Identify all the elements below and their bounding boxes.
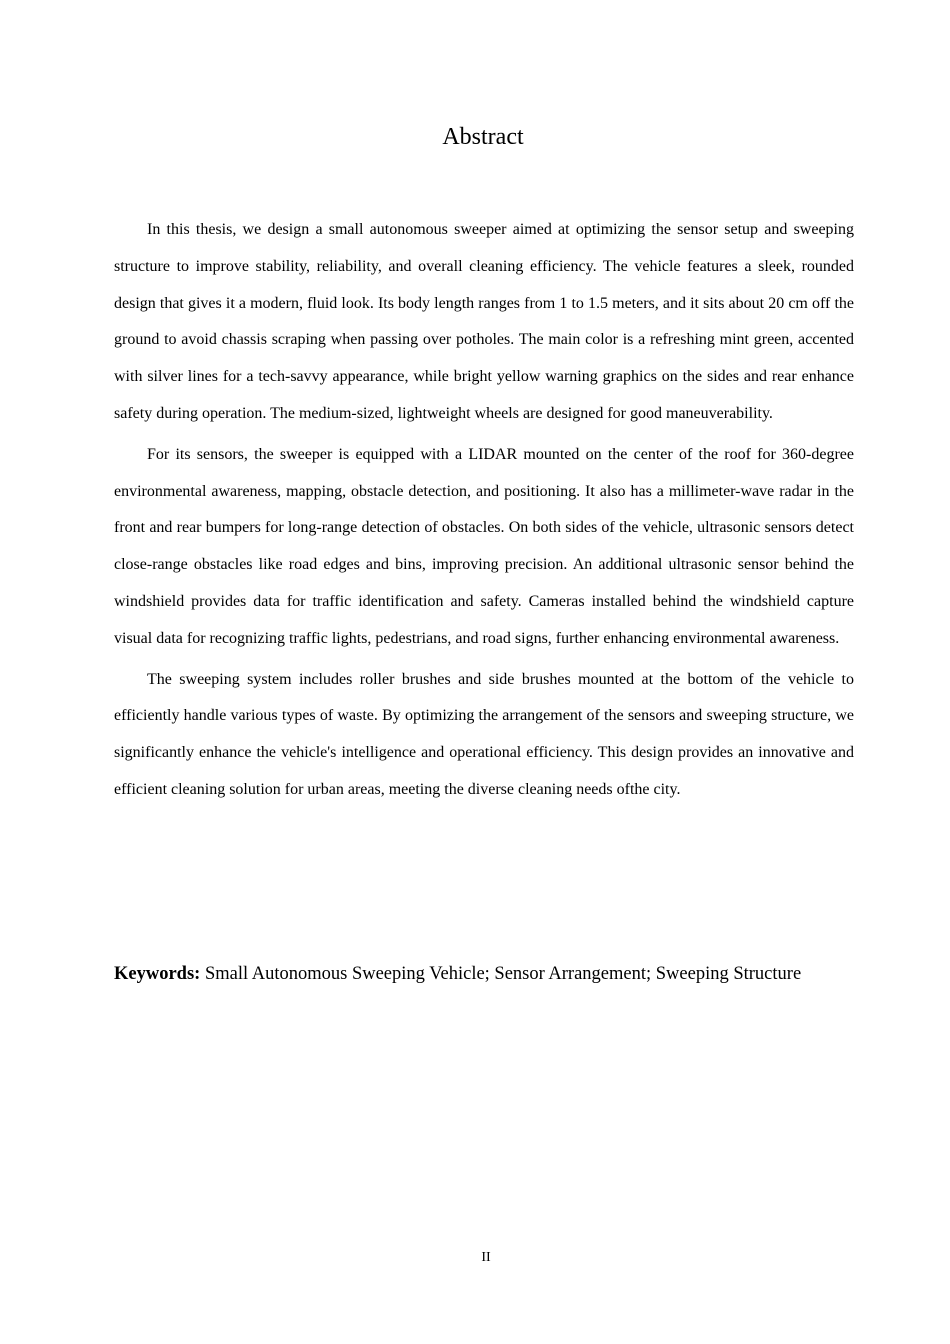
abstract-paragraph-1: In this thesis, we design a small autonomous sweeper aimed at optimizing the sensor setup and sweeping structure to improve stability, reliability, and overall cleaning efficiency. The vehicle features a sleek, rounded design that gives it a modern, fluid look. Its body length ranges from 1 to 1.5 meters, and it sits about 20 cm off the ground to avoid chassis scraping when passing over potholes. The main color is a refreshing mint green, accented with silver lines for a tech-savvy appearance, while bright yellow warning graphics on the sides and rear enhance safety during operation. The medium-sized, lightweight wheels are designed for good maneuverability. (114, 221, 854, 422)
keywords-label: Keywords: (114, 964, 201, 984)
abstract-paragraph-2: For its sensors, the sweeper is equipped with a LIDAR mounted on the center of the roof for 360-degree environmental awareness, mapping, obstacle detection, and positioning. It also has a millimeter-wave radar in the front and rear bumpers for long-range detection of obstacles. On both sides of the vehicle, ultrasonic sensors detect close-range obstacles like road edges and bins, improving precision. An additional ultrasonic sensor behind the windshield provides data for traffic identification and safety. Cameras installed behind the windshield capture visual data for recognizing traffic lights, pedestrians, and road signs, further enhancing environmental awareness. (114, 445, 854, 647)
keywords-line (114, 961, 874, 987)
abstract-paragraph-3: The sweeping system includes roller brushes and side brushes mounted at the bottom of the vehicle to efficiently handle various types of waste. By optimizing the arrangement of the sensors and sweeping structure, we significantly enhance the vehicle's intelligence and operational efficiency. This design provides an innovative and efficient cleaning solution for urban areas, meeting the diverse cleaning needs ofthe city. (114, 670, 854, 798)
page-title: Abstract (442, 124, 524, 150)
abstract-body (114, 212, 854, 813)
page-number: II (481, 1250, 491, 1265)
keywords-text: Small Autonomous Sweeping Vehicle; Sensor Arrangement; Sweeping Structure (204, 964, 802, 984)
